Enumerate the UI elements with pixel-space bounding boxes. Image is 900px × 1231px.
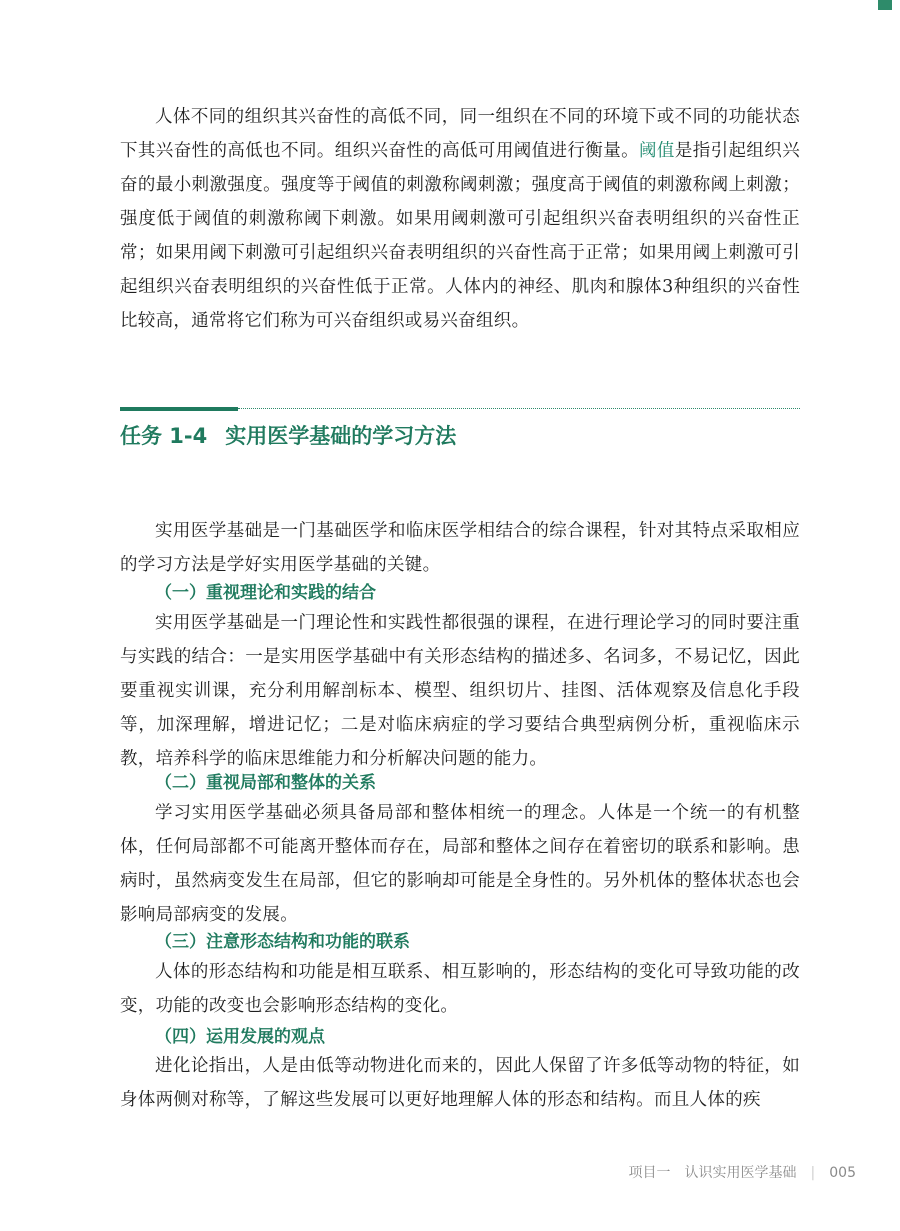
subsection-body-4: 进化论指出，人是由低等动物进化而来的，因此人保留了许多低等动物的特征，如身体两侧对称等，了解这些发展可以更好地理解人体的形态和结构。而且人体的疾 [120,1056,800,1110]
section-heading-rule [120,407,800,411]
page-footer [629,1160,856,1186]
footer-separator: | [810,1165,816,1181]
section-title-text: 实用医学基础的学习方法 [225,424,457,448]
intro-paragraph [120,100,800,338]
footer-chapter-title: 认识实用医学基础 [684,1165,797,1181]
heading-rule-accent [120,407,238,411]
subsection-heading-2: （二）重视局部和整体的关系 [155,773,376,793]
section-number: 任务 1-4 [120,424,208,448]
subsection-body-3: 人体的形态结构和功能是相互联系、相互影响的，形态结构的变化可导致功能的改变，功能的改变也会影响形态结构的变化。 [120,962,800,1016]
corner-color-tab [878,0,892,10]
section-title [120,420,456,452]
page-number: 005 [829,1165,856,1181]
heading-rule-dotted-line [238,408,800,409]
threshold-term: 阈值 [639,141,675,161]
subsection-heading-1: （一）重视理论和实践的结合 [155,583,376,603]
intro-text-before-term: 人体不同的组织其兴奋性的高低不同，同一组织在不同的环境下或不同的功能状态下其兴奋性的高低也不同。组织兴奋性的高低可用阈值进行衡量。 [120,107,800,161]
subsection-heading-3: （三）注意形态结构和功能的联系 [155,932,410,952]
subsection-body-2: 学习实用医学基础必须具备局部和整体相统一的理念。人体是一个统一的有机整体，任何局部都不可能离开整体而存在，局部和整体之间存在着密切的联系和影响。患病时，虽然病变发生在局部，但它的影响却可能是全身性的。另外机体的整体状态也会影响局部病变的发展。 [120,803,800,925]
section-intro-paragraph: 实用医学基础是一门基础医学和临床医学相结合的综合课程，针对其特点采取相应的学习方法是学好实用医学基础的关键。 [120,521,800,575]
subsection-body-1: 实用医学基础是一门理论性和实践性都很强的课程，在进行理论学习的同时要注重与实践的结合：一是实用医学基础中有关形态结构的描述多、名词多，不易记忆，因此要重视实训课，充分利用解剖标本、模型、组织切片、挂图、活体观察及信息化手段等，加深理解，增进记忆；二是对临床病症的学习要结合典型病例分析，重视临床示教，培养科学的临床思维能力和分析解决问题的能力。 [120,613,800,769]
subsection-heading-4: （四）运用发展的观点 [155,1027,325,1047]
intro-text-after-term: 是指引起组织兴奋的最小刺激强度。强度等于阈值的刺激称阈刺激；强度高于阈值的刺激称阈上刺激；强度低于阈值的刺激称阈下刺激。如果用阈刺激可引起组织兴奋表明组织的兴奋性正常；如果用阈下刺激可引起组织兴奋表明组织的兴奋性高于正常；如果用阈上刺激可引起组织兴奋表明组织的兴奋性低于正常。人体内的神经、肌肉和腺体3种组织的兴奋性比较高，通常将它们称为可兴奋组织或易兴奋组织。 [120,141,800,331]
footer-chapter: 项目一 [628,1165,671,1181]
